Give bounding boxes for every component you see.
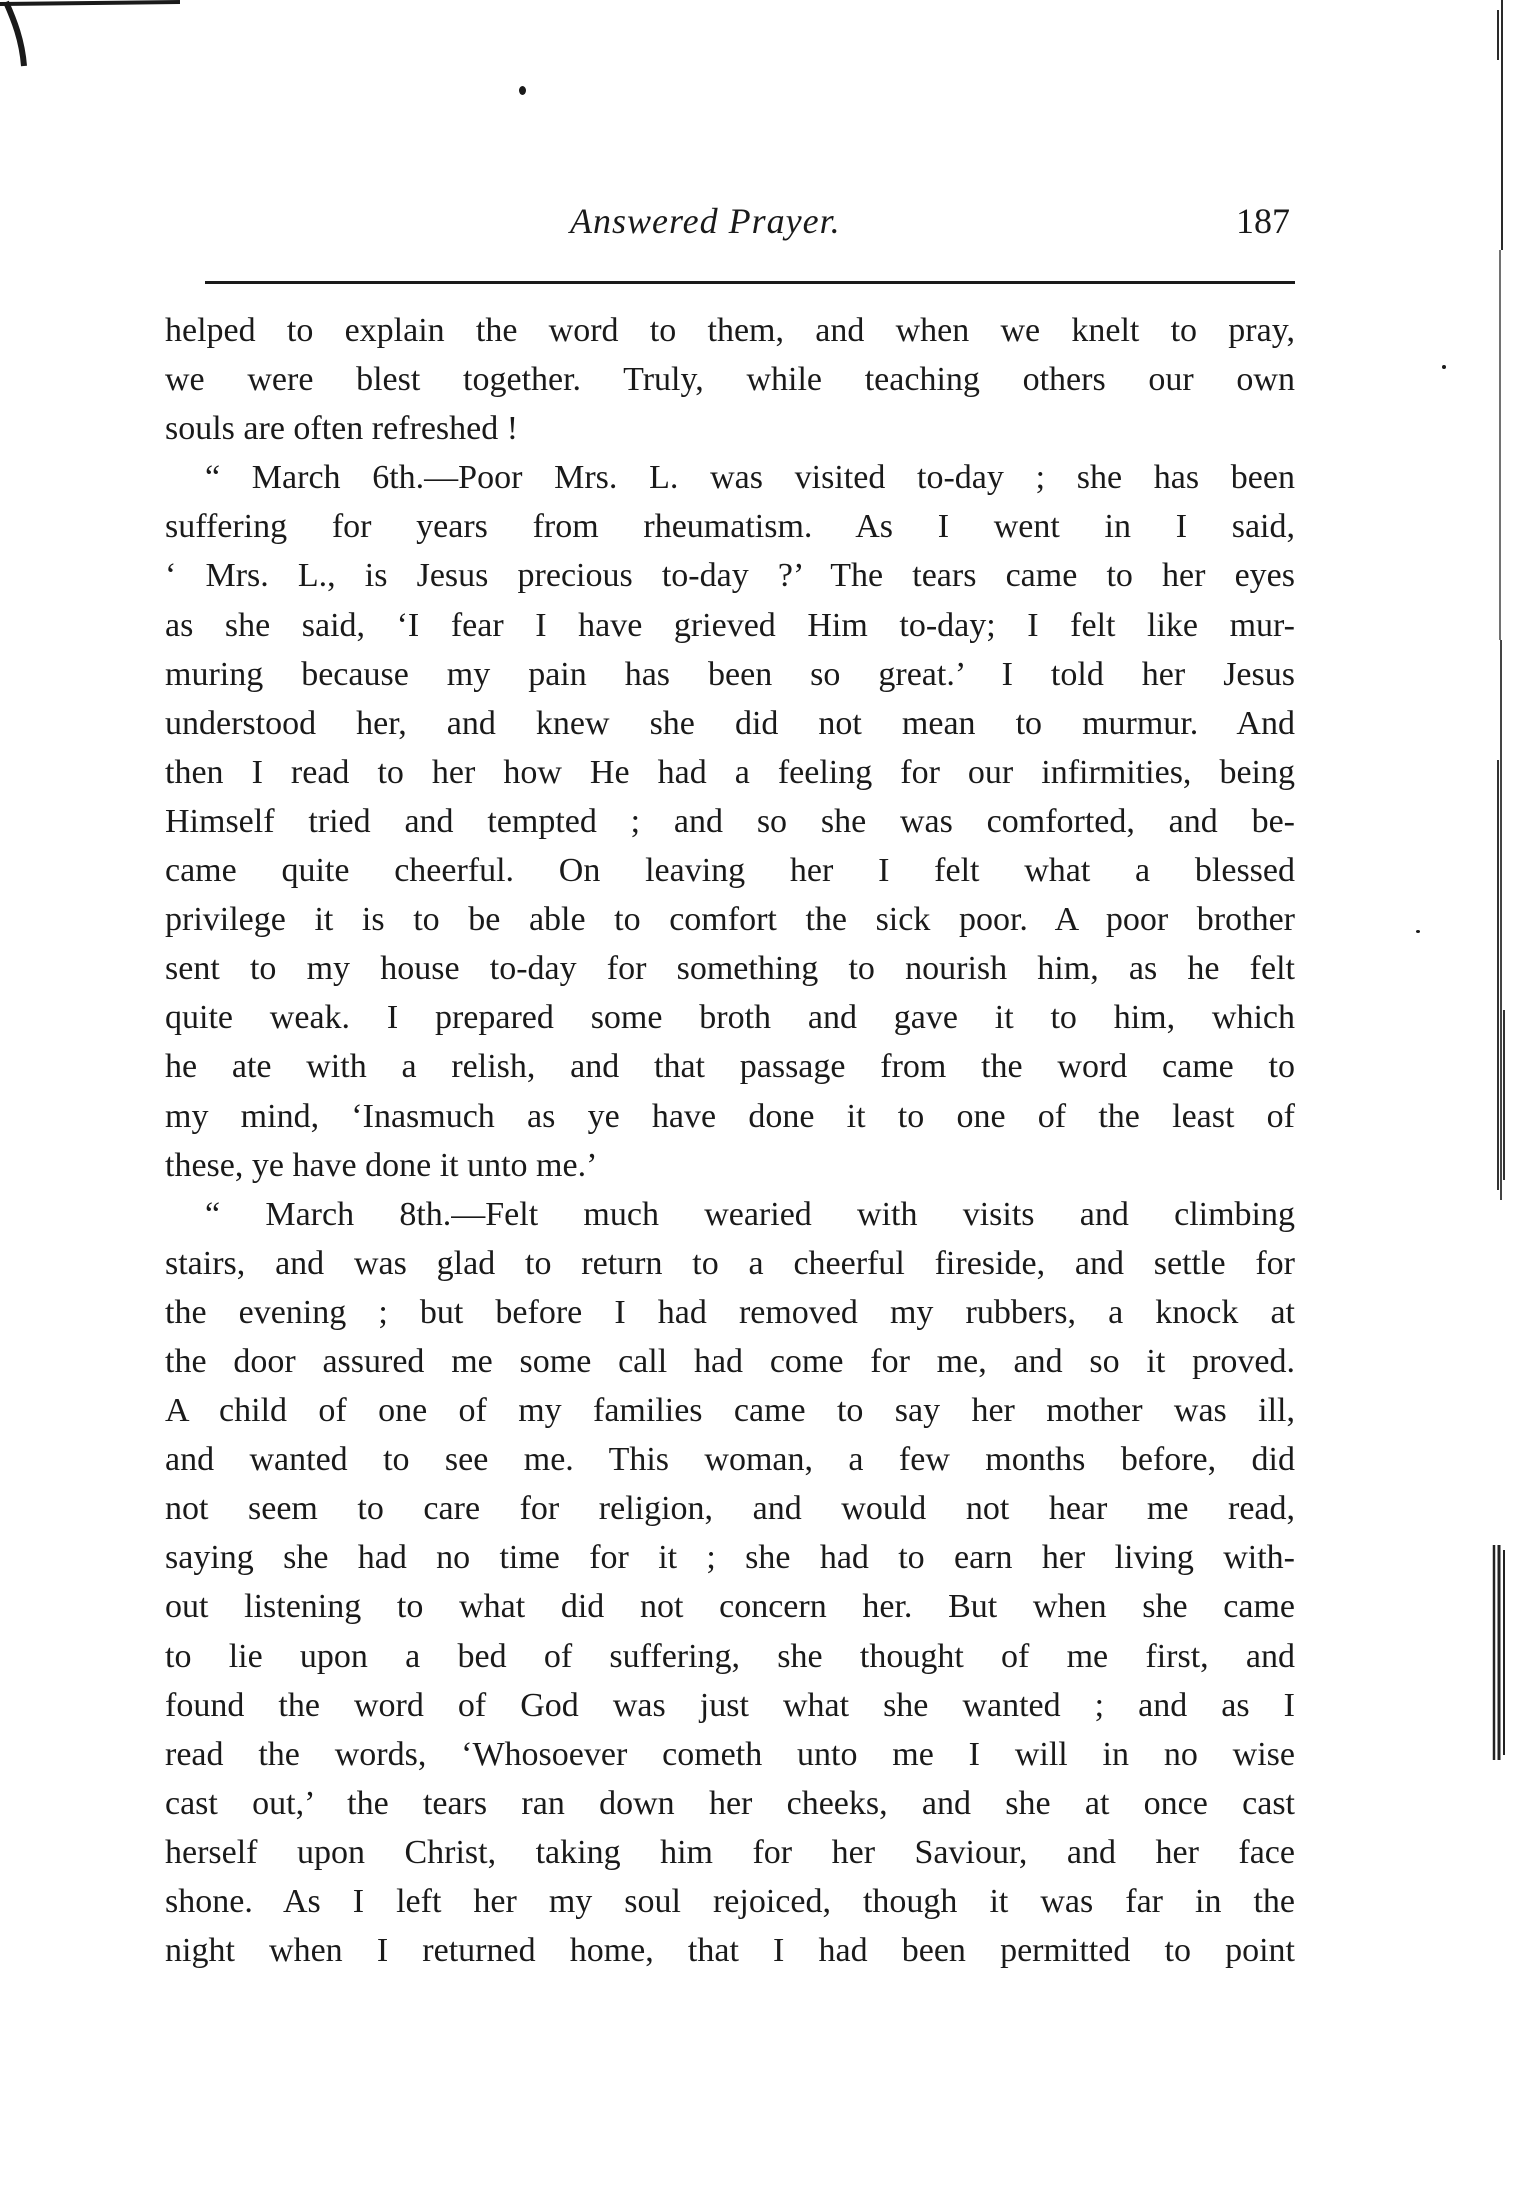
text-line: understood her, and knew she did not mean to murmur. And [165,704,1295,742]
text-line: my mind, ‘Inasmuch as ye have done it to one of the least of [165,1097,1295,1135]
text-line: to lie upon a bed of suffering, she thought of me first, and [165,1637,1295,1675]
scan-corner-mark [0,0,180,70]
text-line: found the word of God was just what she wanted ; and as I [165,1686,1295,1724]
text-line: sent to my house to-day for something to nourish him, as he felt [165,950,1295,988]
text-line: “ March 8th.—Felt much wearied with visits and climbing [205,1195,1295,1233]
text-line: then I read to her how He had a feeling for our infirmities, being [165,753,1295,791]
text-line: read the words, ‘Whosoever cometh unto me I will in no wise [165,1735,1295,1773]
text-line: herself upon Christ, taking him for her Saviour, and her face [165,1833,1295,1871]
text-line: muring because my pain has been so great.’ I told her Jesus [165,655,1295,693]
text-line: privilege it is to be able to comfort the sick poor. A poor brother [165,901,1295,939]
text-line: “ March 6th.—Poor Mrs. L. was visited to-day ; she has been [205,459,1295,497]
text-line: not seem to care for religion, and would not hear me read, [165,1490,1295,1528]
scan-speck [1442,365,1446,369]
text-line: he ate with a relish, and that passage from the word came to [165,1048,1295,1086]
text-line: we were blest together. Truly, while teaching others our own [165,361,1295,399]
text-line: cast out,’ the tears ran down her cheeks, and she at once cast [165,1784,1295,1822]
text-line: saying she had no time for it ; she had to earn her living with- [165,1539,1295,1577]
text-line: out listening to what did not concern her. But when she came [165,1588,1295,1626]
text-line: A child of one of my families came to say her mother was ill, [165,1392,1295,1430]
running-head [160,200,1300,260]
scan-speck [519,86,526,95]
text-line: shone. As I left her my soul rejoiced, though it was far in the [165,1883,1295,1920]
running-title: Answered Prayer. [570,201,841,241]
page-number: 187 [1236,201,1290,241]
text-line: and wanted to see me. This woman, a few months before, did [165,1441,1295,1479]
text-line: the door assured me some call had come for me, and so it proved. [165,1342,1295,1380]
body-text [165,306,1295,1975]
text-line: Himself tried and tempted ; and so she was comforted, and be- [165,802,1295,840]
text-line: suffering for years from rheumatism. As I went in I said, [165,508,1295,546]
text-line: came quite cheerful. On leaving her I felt what a blessed [165,852,1295,890]
text-line: souls are often refreshed ! [165,410,519,448]
text-line: as she said, ‘I fear I have grieved Him to-day; I felt like mur- [165,606,1295,644]
scan-edge-lines [1476,0,1516,2197]
header-rule [205,281,1295,284]
text-line: quite weak. I prepared some broth and gave it to him, which [165,999,1295,1037]
text-line: ‘ Mrs. L., is Jesus precious to-day ?’ The tears came to her eyes [165,557,1295,595]
text-line: helped to explain the word to them, and when we knelt to pray, [165,312,1295,349]
text-line: these, ye have done it unto me.’ [165,1146,598,1184]
scan-speck [1416,930,1420,933]
text-line: stairs, and was glad to return to a cheerful fireside, and settle for [165,1244,1295,1282]
text-line: the evening ; but before I had removed my rubbers, a knock at [165,1293,1295,1331]
text-line: night when I returned home, that I had been permitted to point [165,1932,1295,1970]
